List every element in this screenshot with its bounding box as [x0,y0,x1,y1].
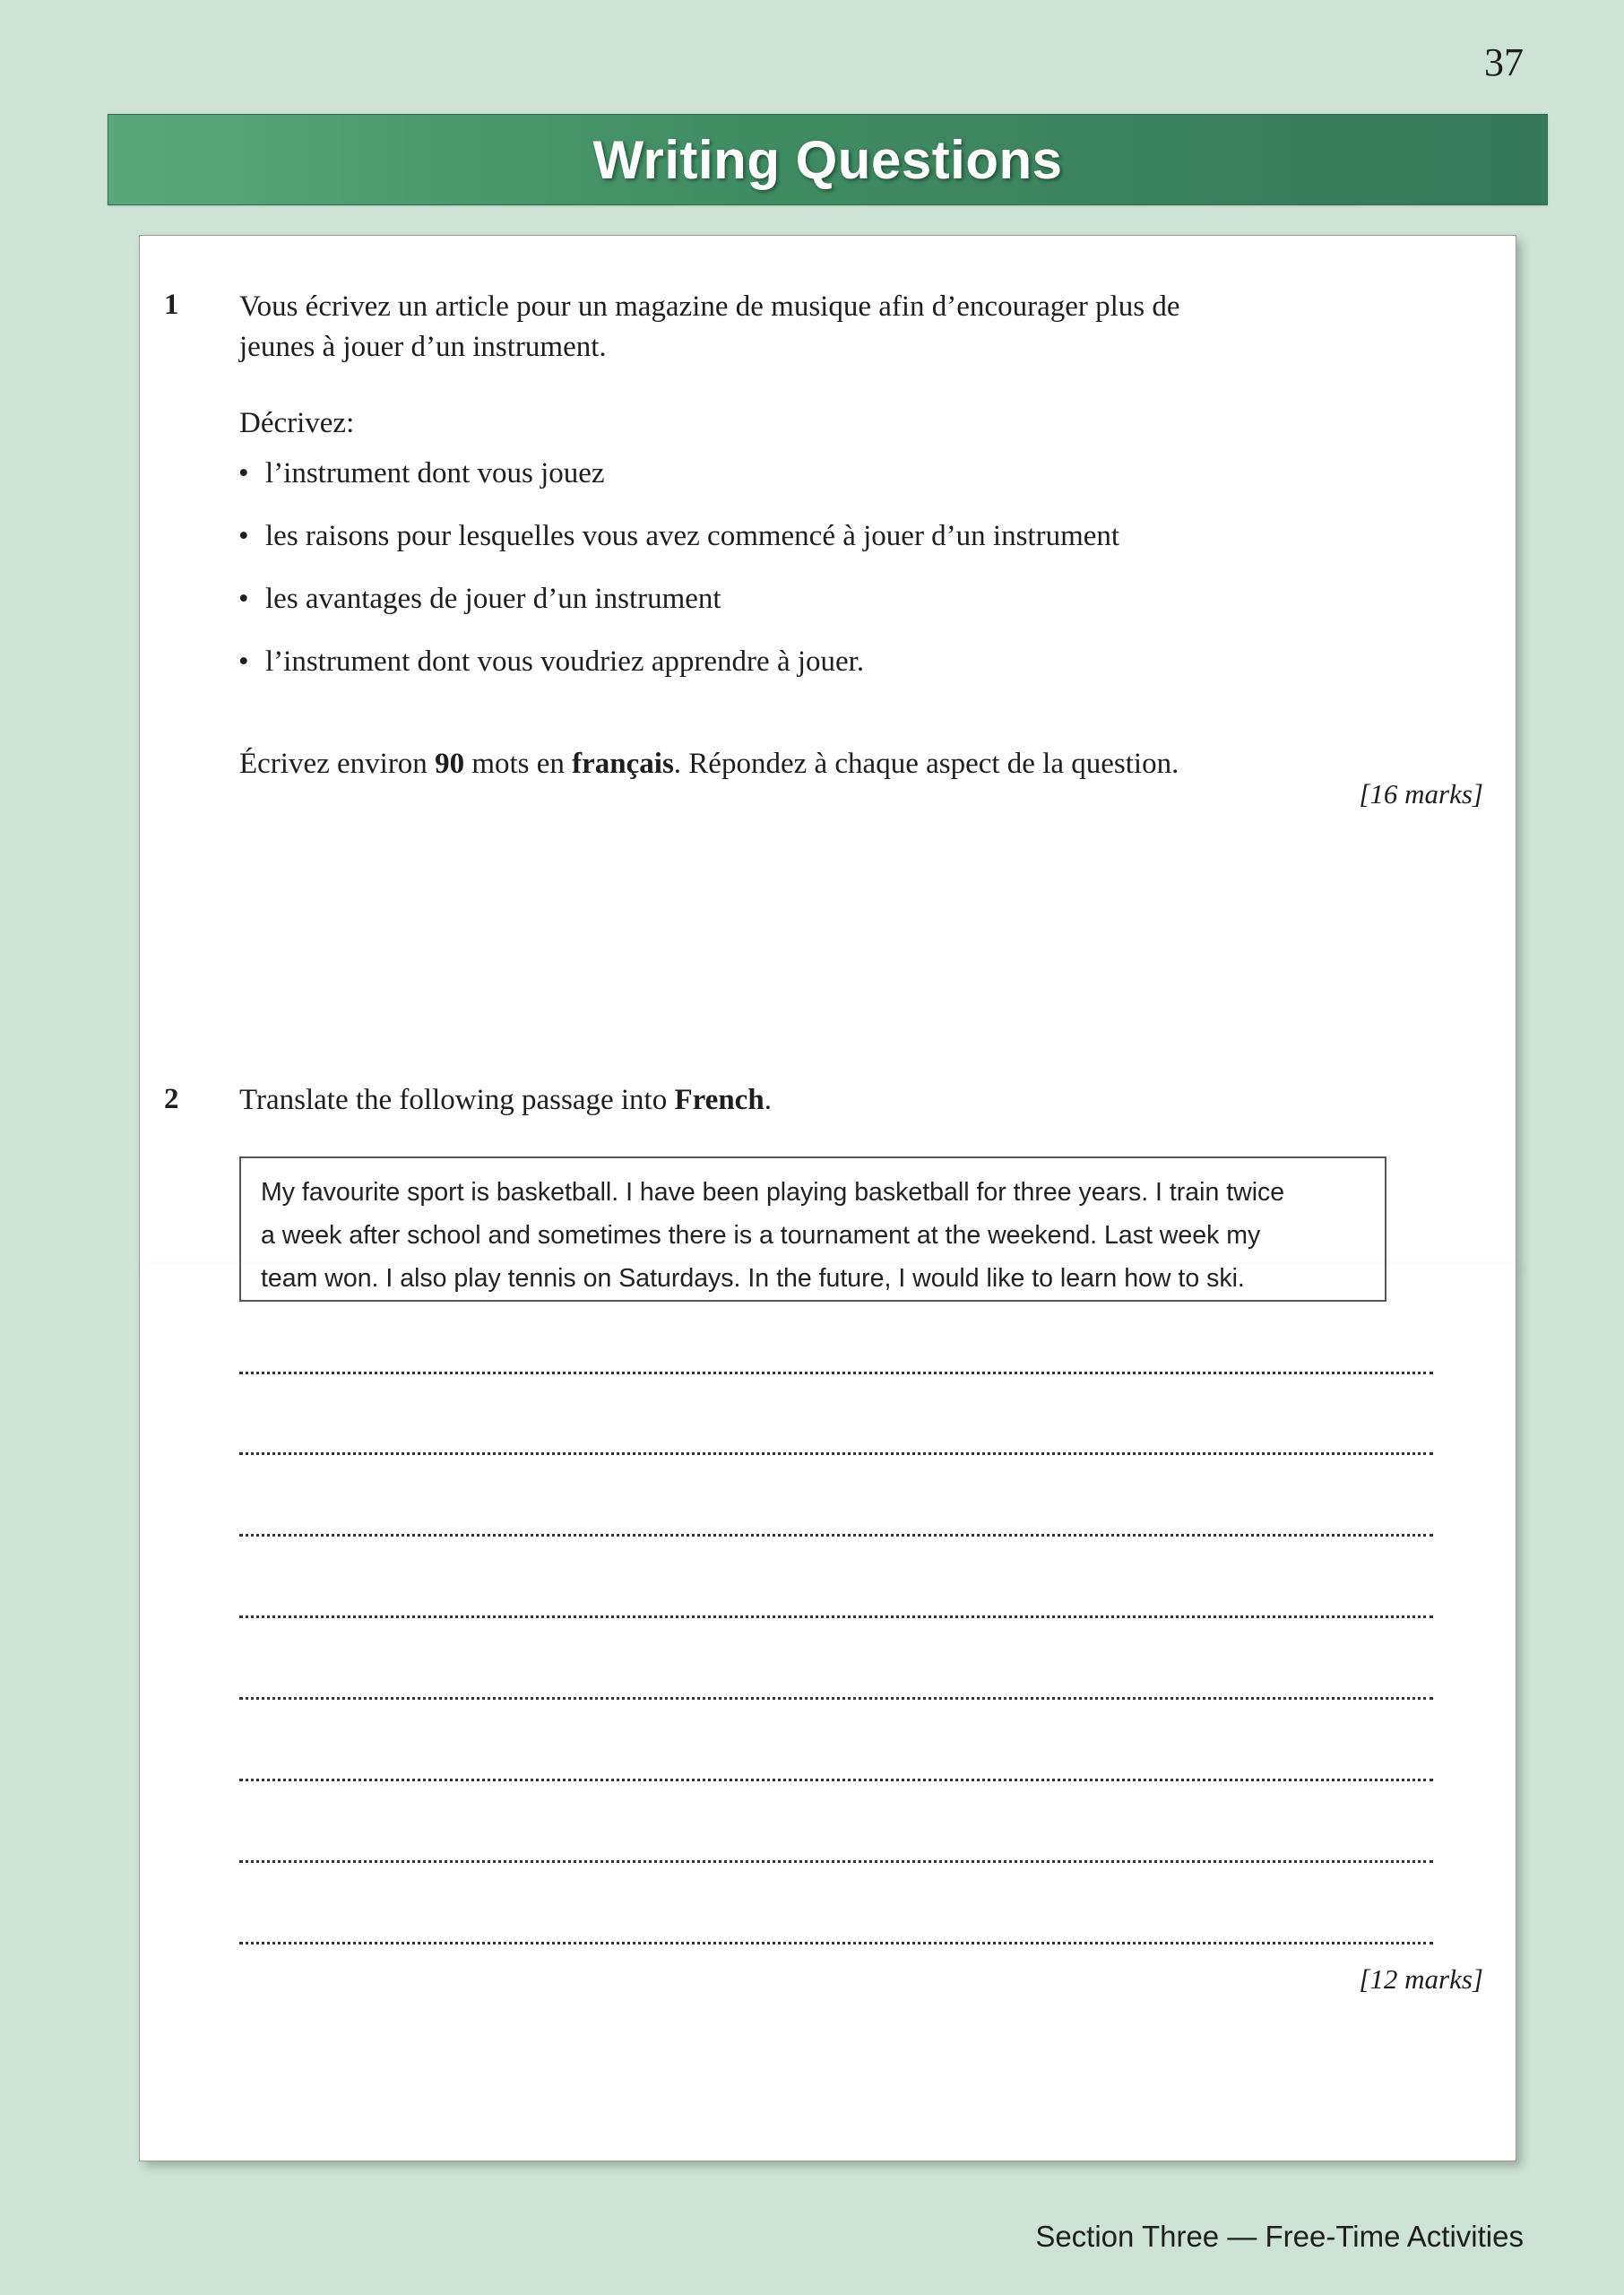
bullet-dot-icon: • [238,520,249,552]
bullet-item: • les raisons pour lesquelles vous avez commencé à jouer d’un instrument [238,520,1120,552]
passage-line: My favourite sport is basketball. I have been playing basketball for three years. I train twice [261,1178,1285,1207]
question-paper-continued [139,1264,1516,2161]
passage-line: team won. I also play tennis on Saturdays. In the future, I would like to learn how to ski. [261,1264,1245,1293]
question-1-instruction: Écrivez environ 90 mots en français. Répondez à chaque aspect de la question. [239,748,1179,780]
answer-line[interactable] [239,1697,1433,1700]
bullet-item: • l’instrument dont vous jouez [238,457,605,489]
page-title: Writing Questions [592,129,1063,190]
question-2-number: 2 [164,1083,179,1115]
bullet-item: • les avantages de jouer d’un instrument [238,583,721,615]
answer-line[interactable] [239,1779,1433,1781]
question-1-number: 1 [164,289,179,321]
answer-line[interactable] [239,1860,1433,1863]
answer-line[interactable] [239,1942,1433,1944]
bullet-dot-icon: • [238,645,249,678]
bullet-dot-icon: • [238,583,249,615]
bullet-item: • l’instrument dont vous voudriez apprendre à jouer. [238,645,865,678]
question-1-marks: [16 marks] [1359,778,1483,810]
question-2-prompt: Translate the following passage into French. [239,1084,772,1116]
question-1-prompt-line-1: Vous écrivez un article pour un magazine de musique afin d’encourager plus de [239,290,1180,323]
title-banner [108,114,1548,205]
question-2-marks: [12 marks] [1359,1963,1483,1995]
answer-line[interactable] [239,1534,1433,1537]
answer-line[interactable] [239,1452,1433,1455]
translation-passage-box [239,1156,1386,1302]
answer-line[interactable] [239,1615,1433,1618]
passage-line: a week after school and sometimes there is a tournament at the weekend. Last week my [261,1221,1261,1250]
bullet-dot-icon: • [238,457,249,489]
page-number: 37 [1484,40,1524,84]
describe-label: Décrivez: [239,407,355,439]
section-footer: Section Three — Free-Time Activities [1035,2220,1524,2253]
answer-line[interactable] [239,1372,1433,1374]
question-1-prompt-line-2: jeunes à jouer d’un instrument. [239,331,607,363]
